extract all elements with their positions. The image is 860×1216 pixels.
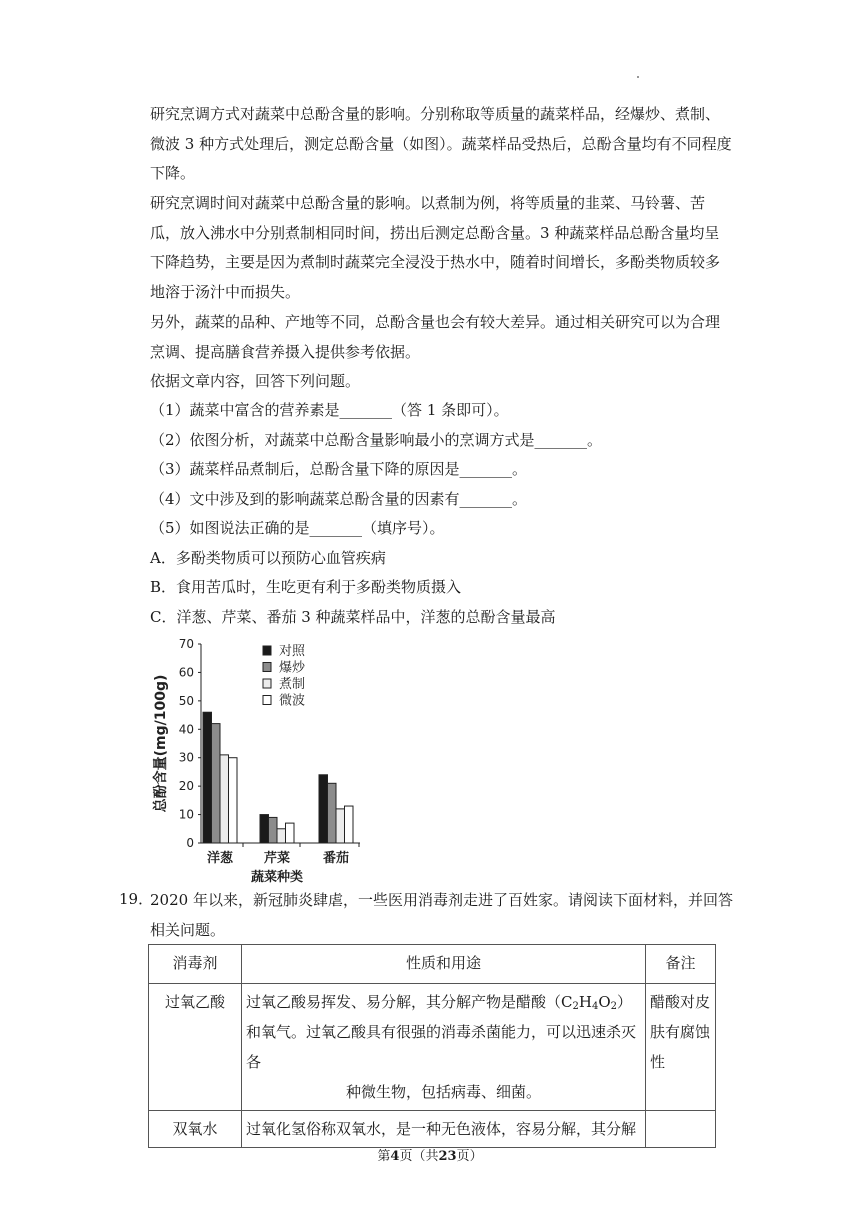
bar [212,724,221,843]
page-dot [637,76,639,78]
page-footer: 第4页（共23页） [377,1149,483,1164]
table-row [149,1111,716,1148]
legend-label: 对照 [279,644,306,659]
legend-swatch [263,663,271,672]
paragraph-variety: 另外，蔬菜的品种、产地等不同，总酚含量也会有较大差异。通过相关研究可以为合理烹调、提高膳食营养摄入提供参考依据。 [150,313,721,361]
question-1: （1）蔬菜中富含的营养素是_______（答 1 条即可）。 [150,401,509,419]
table-cell-name: 双氧水 [149,1111,242,1148]
bar [269,817,278,843]
table-header-row [149,945,716,984]
x-axis-label: 蔬菜种类 [250,870,304,884]
option-c: C．洋葱、芹菜、番茄 3 种蔬菜样品中，洋葱的总酚含量最高 [150,608,556,626]
bar [277,829,286,843]
chart-canvas [148,632,368,884]
y-tick-label: 10 [178,807,194,822]
bar [260,815,269,843]
bar [203,712,212,843]
legend-label: 爆炒 [279,660,306,676]
table-cell-use: 过氧乙酸易挥发、易分解，其分解产物是醋酸$(C_2H_4O_2)$和氧气。过氧乙酸具有很强的消毒杀菌能力，可以迅速杀灭各 种微生物，包括病毒、细菌。 [242,984,646,1111]
bar [220,755,229,843]
question-5: （5）如图说法正确的是_______（填序号）。 [150,519,445,537]
bar [319,775,328,843]
y-tick-label: 20 [178,779,194,794]
legend-swatch [263,646,271,655]
bar [345,806,354,843]
paragraph-instruction: 依据文章内容，回答下列问题。 [150,372,361,390]
question-19-text: 2020 年以来，新冠肺炎肆虐，一些医用消毒剂走进了百姓家。请阅读下面材料，并回答相关问题。 [150,891,733,939]
y-tick-label: 60 [178,665,194,680]
y-tick-label: 40 [178,722,194,737]
table-cell-name: 过氧乙酸 [149,984,242,1111]
bar [328,783,337,843]
y-tick-label: 70 [178,637,194,651]
table-header-disinfectant: 消毒剂 [149,945,242,984]
table-cell-use: 过氧化氢俗称双氧水，是一种无色液体，容易分解，其分解 [242,1111,646,1148]
y-tick-label: 0 [186,836,194,850]
question-19-number: 19． [119,890,154,908]
bar [286,823,295,843]
legend-swatch [263,679,271,688]
y-tick-label: 30 [178,750,194,765]
disinfectant-table [148,944,716,1148]
table-cell-note: 醋酸对皮肤有腐蚀性 [646,984,716,1111]
question-2: （2）依图分析，对蔬菜中总酚含量影响最小的烹调方式是_______。 [150,431,603,449]
table-header-note: 备注 [646,945,716,984]
table-row [149,984,716,1111]
table-cell-note [646,1111,716,1148]
x-tick-label: 洋葱 [206,851,234,866]
paragraph-cooking-method: 研究烹调方式对蔬菜中总酚含量的影响。分别称取等质量的蔬菜样品，经爆炒、煮制、微波 3 种方式处理后，测定总酚含量（如图）。蔬菜样品受热后，总酚含量均有不同程度下降。 [150,105,732,182]
y-tick-label: 50 [178,693,194,708]
paragraph-cooking-time: 研究烹调时间对蔬菜中总酚含量的影响。以煮制为例，将等质量的韭菜、马铃薯、苦瓜，放入沸水中分别煮制相同时间，捞出后测定总酚含量。3 种蔬菜样品总酚含量均呈下降趋势，主要是因为煮制时蔬菜完全浸没于热水中，随着时间增长，多酚类物质较多地溶于汤汁中而损失。 [150,194,721,301]
table-header-property: 性质和用途 [242,945,646,984]
legend-swatch [263,696,271,705]
x-tick-label: 番茄 [322,851,350,866]
option-b: B．食用苦瓜时，生吃更有利于多酚类物质摄入 [150,578,462,596]
legend-label: 微波 [279,693,306,709]
bar [336,809,345,843]
phenol-bar-chart [148,632,368,884]
bar [229,758,238,843]
option-a: A．多酚类物质可以预防心血管疾病 [150,549,386,567]
question-4: （4）文中涉及到的影响蔬菜总酚含量的因素有_______。 [150,490,528,508]
legend-label: 煮制 [279,677,306,692]
x-tick-label: 芹菜 [263,851,291,866]
y-axis-label: 总酚含量(mg/100g) [153,674,169,813]
question-3: （3）蔬菜样品煮制后，总酚含量下降的原因是_______。 [150,460,528,478]
